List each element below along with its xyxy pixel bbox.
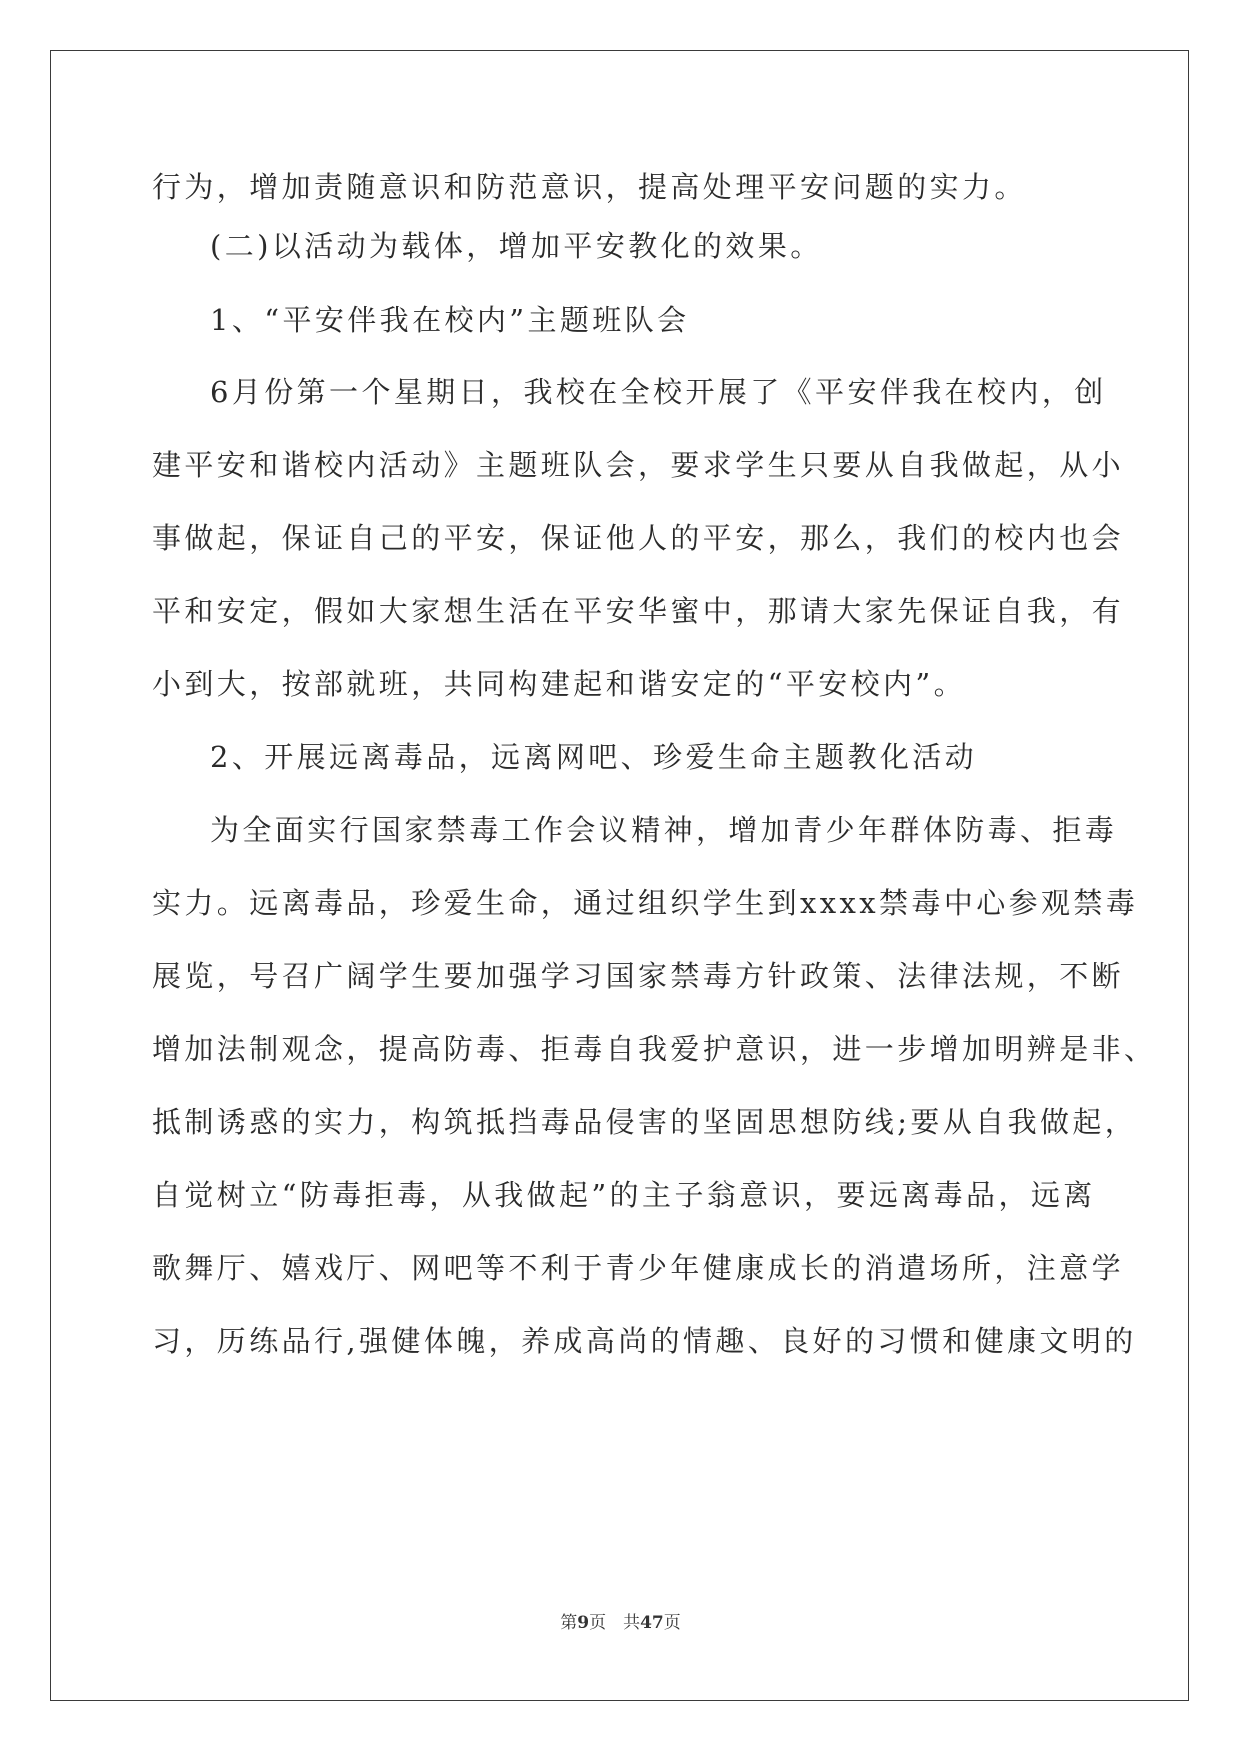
page-number: 9: [577, 1613, 590, 1633]
text-line: 展览，号召广阔学生要加强学习国家禁毒方针政策、法律法规，不断: [152, 959, 1125, 993]
text-line: 6月份第一个星期日，我校在全校开展了《平安伴我在校内，创: [210, 375, 1107, 409]
text-line: 事做起，保证自己的平安，保证他人的平安，那么，我们的校内也会: [152, 521, 1125, 555]
text-line: 增加法制观念，提高防毒、拒毒自我爱护意识，进一步增加明辨是非、: [152, 1032, 1157, 1066]
subsection-heading: 1、“平安伴我在校内”主题班队会: [210, 303, 690, 337]
text-line: 抵制诱惑的实力，构筑抵挡毒品侵害的坚固思想防线;要从自我做起，: [152, 1105, 1138, 1139]
text-line: 自觉树立“防毒拒毒，从我做起”的主子翁意识，要远离毒品，远离: [152, 1178, 1096, 1212]
text-line: 平和安定，假如大家想生活在平安华蜜中，那请大家先保证自我，有: [152, 594, 1125, 628]
text-line: 行为，增加责随意识和防范意识，提高处理平安问题的实力。: [152, 170, 1027, 204]
total-pages: 47: [640, 1613, 664, 1633]
page-border: [50, 50, 1189, 1701]
text-line: 习，历练品行,强健体魄，养成高尚的情趣、良好的习惯和健康文明的: [152, 1324, 1137, 1358]
text-line: 实力。远离毒品，珍爱生命，通过组织学生到xxxx禁毒中心参观禁毒: [152, 886, 1139, 920]
subsection-heading: 2、开展远离毒品，远离网吧、珍爱生命主题教化活动: [210, 740, 978, 774]
footer-prefix: 第: [560, 1613, 578, 1633]
text-line: 为全面实行国家禁毒工作会议精神，增加青少年群体防毒、拒毒: [210, 813, 1118, 847]
text-line: 小到大，按部就班，共同构建起和谐安定的“平安校内”。: [152, 667, 967, 701]
section-heading: (二)以活动为载体，增加平安教化的效果。: [210, 229, 823, 263]
text-line: 歌舞厅、嬉戏厅、网吧等不利于青少年健康成长的消遣场所，注意学: [152, 1251, 1125, 1285]
text-line: 建平安和谐校内活动》主题班队会，要求学生只要从自我做起，从小: [152, 448, 1125, 482]
footer-middle: 页 共: [589, 1613, 641, 1633]
page-footer: [0, 1608, 1241, 1633]
footer-suffix: 页: [663, 1613, 681, 1633]
